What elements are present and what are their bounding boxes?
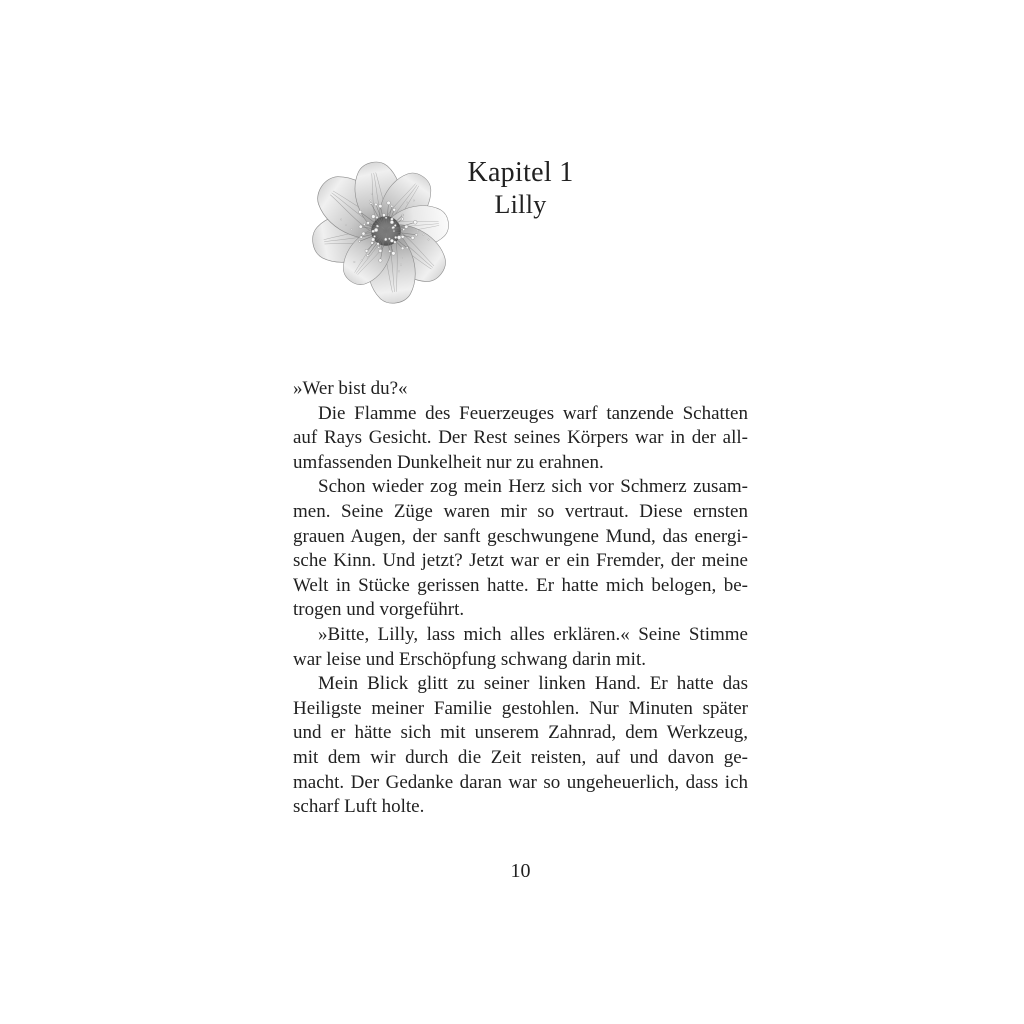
body-line: »Bitte, Lilly, lass mich alles erklären.« Seine Stimme bbox=[318, 623, 748, 645]
body-line: macht. Der Gedanke daran war so ungeheuerlich, dass ich bbox=[293, 771, 748, 793]
body-line: umfassenden Dunkelheit nur zu erahnen. bbox=[293, 451, 604, 473]
body-line: auf Rays Gesicht. Der Rest seines Körpers war in der all- bbox=[293, 427, 748, 449]
body-line: Mein Blick glitt zu seiner linken Hand. Er hatte das bbox=[318, 673, 748, 695]
body-line: Die Flamme des Feuerzeuges warf tanzende Schatten bbox=[318, 402, 748, 424]
page-number: 10 bbox=[510, 860, 531, 882]
body-line: Heiligste meiner Familie gestohlen. Nur Minuten später bbox=[293, 697, 748, 719]
body-line: Schon wieder zog mein Herz sich vor Schmerz zusam- bbox=[318, 476, 748, 498]
body-line: scharf Luft holte. bbox=[293, 796, 425, 818]
chapter-subtitle: Lilly bbox=[494, 190, 547, 219]
body-line: war leise und Erschöpfung schwang darin mit. bbox=[293, 648, 646, 670]
body-line: »Wer bist du?« bbox=[293, 378, 408, 399]
body-line: mit dem wir durch die Zeit reisten, auf und davon ge- bbox=[293, 746, 748, 768]
body-line: sche Kinn. Und jetzt? Jetzt war er ein Fremder, der meine bbox=[293, 550, 748, 572]
body-text bbox=[293, 377, 748, 820]
body-line: und er hätte sich mit unserem Zahnrad, dem Werkzeug, bbox=[293, 722, 748, 744]
body-line: grauen Augen, der sanft geschwungene Mund, das energi- bbox=[293, 525, 748, 547]
chapter-heading bbox=[293, 156, 748, 220]
body-line: trogen und vorgeführt. bbox=[293, 599, 465, 621]
body-line: men. Seine Züge waren mir so vertraut. Diese ernsten bbox=[293, 500, 748, 522]
chapter-title: Kapitel 1 bbox=[467, 157, 574, 188]
body-line: Welt in Stücke gerissen hatte. Er hatte mich belogen, be- bbox=[293, 574, 748, 596]
